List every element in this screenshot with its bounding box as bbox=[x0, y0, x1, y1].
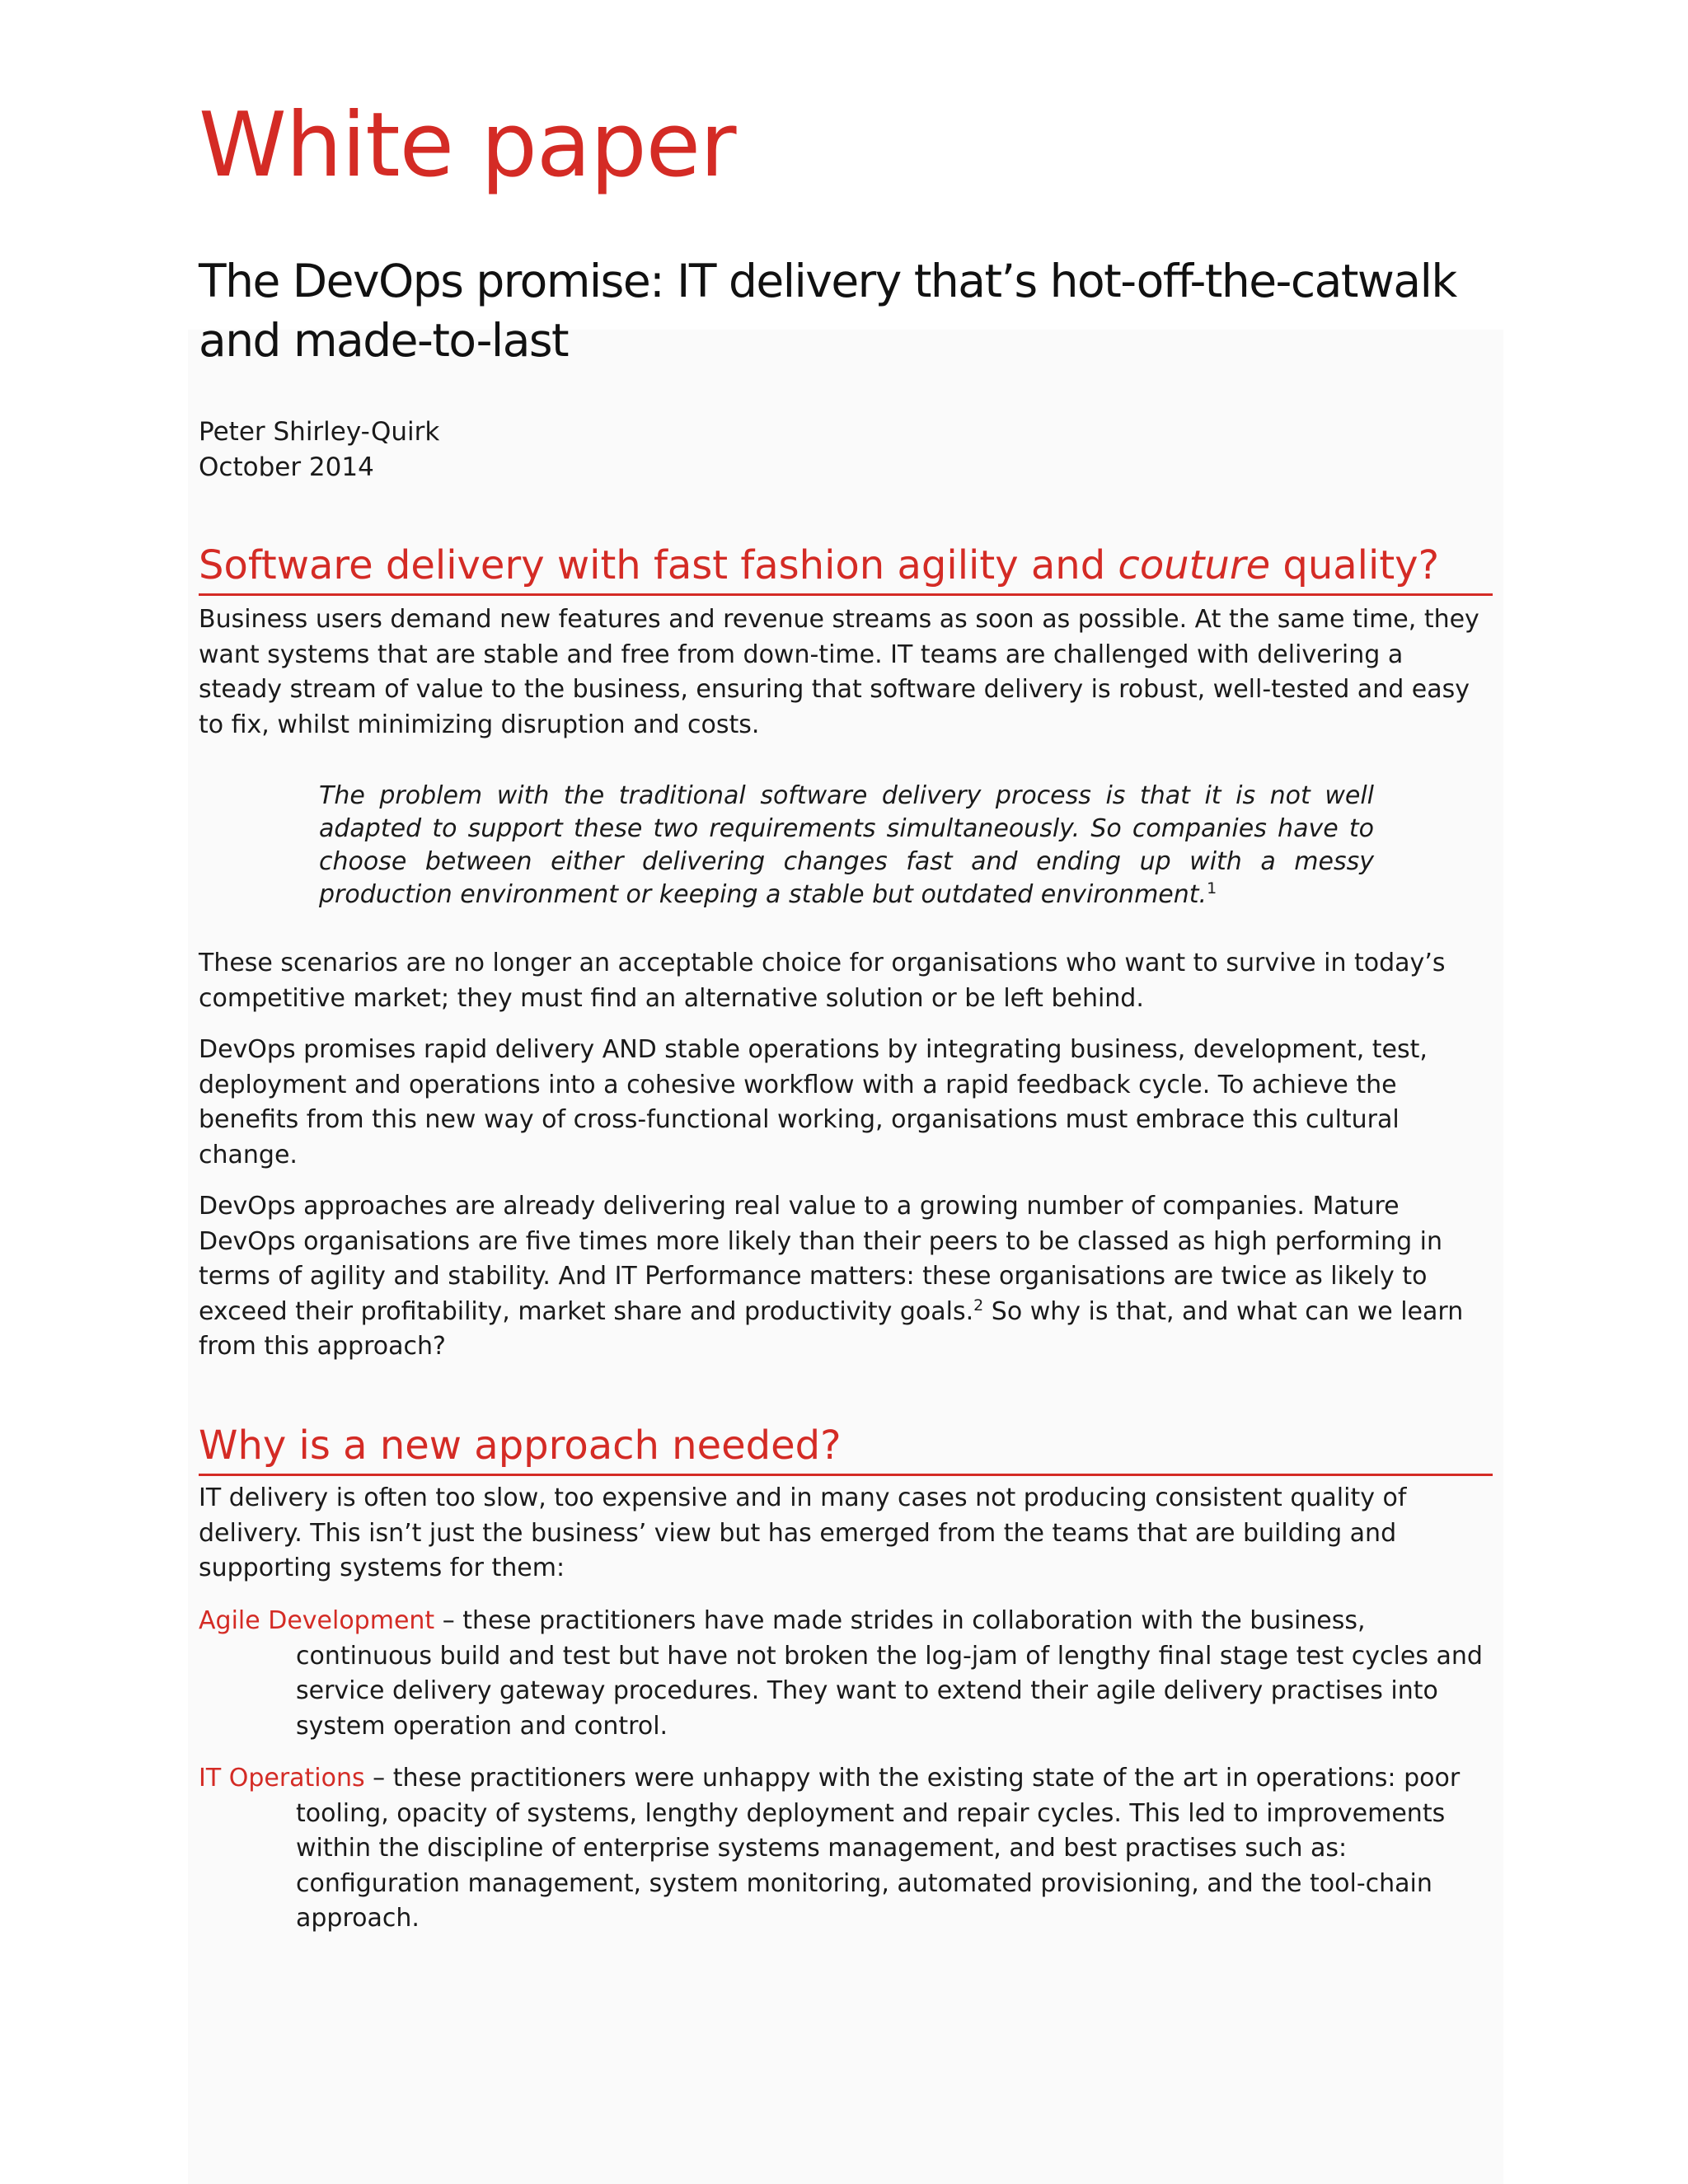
paragraph-scenarios: These scenarios are no longer an acceptable choice for organisations who want to survive in today’s competitive market; they must find an alternative solution or be left behind. bbox=[199, 949, 1446, 1013]
document-meta bbox=[199, 415, 439, 485]
section-heading-new-approach: Why is a new approach needed? bbox=[199, 1419, 1493, 1476]
heading-text-emphasis: couture bbox=[1118, 542, 1271, 588]
document-title: The DevOps promise: IT delivery that’s hot-off-the-catwalk and made-to-last bbox=[199, 255, 1456, 367]
list-item-text: – these practitioners have made strides in collaboration with the business, continuous build and test but have not broken the log-jam of lengthy final stage test cycles and service delivery gateway procedures. They want to extend their agile delivery practises into system operation and control. bbox=[296, 1606, 1483, 1741]
list-item-text: – these practitioners were unhappy with the existing state of the art in operations: poor tooling, opacity of systems, lengthy deployment and repair cycles. This led to improvements within the discipline of enterprise systems management, and best practises such as: configuration management, system monitoring, automated provisioning, and the tool-chain approach. bbox=[296, 1764, 1461, 1933]
footnote-marker: 2 bbox=[973, 1296, 984, 1315]
publication-date: October 2014 bbox=[199, 452, 374, 482]
section-heading-software-delivery bbox=[199, 539, 1493, 596]
quote-text: The problem with the traditional software delivery process is that it is not well adapted to support these two requirements simultaneously. So companies have to choose between either delivering changes fast and ending up with a messy production environment or keeping a stable but outdated environment. bbox=[319, 781, 1374, 909]
block-quote bbox=[319, 780, 1374, 912]
paragraph-text: DevOps approaches are already delivering real value to a growing number of companies. Mature DevOps organisations are five times more likely than their peers to be classed as high performing in terms of agility and stability. And IT Performance matters: these organisations are twice as likely to exceed their profitability, market share and productivity goals. bbox=[199, 1192, 1443, 1326]
list-item-agile-development bbox=[199, 1604, 1493, 1744]
paragraph-devops-approaches bbox=[199, 1189, 1493, 1365]
footnote-marker: 1 bbox=[1207, 879, 1217, 898]
author-name: Peter Shirley-Quirk bbox=[199, 417, 440, 447]
document-type-title: White paper bbox=[199, 94, 736, 197]
paragraph-text-continued: So why is that, and what can we learn from this approach? bbox=[199, 1296, 1464, 1361]
heading-text-pre: Software delivery with fast fashion agility and bbox=[199, 542, 1118, 588]
paragraph-devops-promises: DevOps promises rapid delivery AND stable operations by integrating business, development, test, deployment and operations into a cohesive workflow with a rapid feedback cycle. To achieve the benefits from this new way of cross-functional working, organisations must embrace this cultural change. bbox=[199, 1035, 1428, 1169]
paragraph-business-demands: Business users demand new features and revenue streams as soon as possible. At the same time, they want systems that are stable and free from down-time. IT teams are challenged with delivering a steady stream of value to the business, ensuring that software delivery is robust, well-tested and easy to fix, whilst minimizing disruption and costs. bbox=[199, 605, 1479, 739]
list-item-term: IT Operations bbox=[199, 1764, 365, 1793]
paragraph-it-delivery: IT delivery is often too slow, too expensive and in many cases not producing consistent quality of delivery. This isn’t just the business’ view but has emerged from the teams that are building and supporting systems for them: bbox=[199, 1483, 1407, 1582]
heading-text-post: quality? bbox=[1270, 542, 1440, 588]
list-item-term: Agile Development bbox=[199, 1606, 435, 1635]
list-item-it-operations bbox=[199, 1761, 1493, 1937]
